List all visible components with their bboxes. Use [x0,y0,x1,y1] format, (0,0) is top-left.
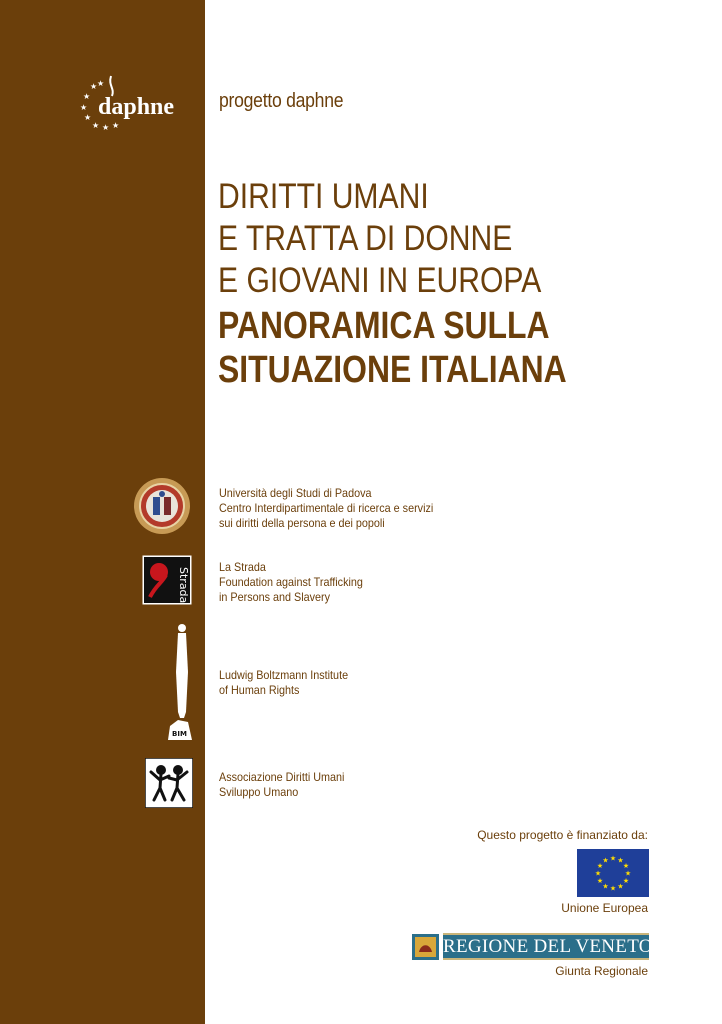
partner-la-strada [219,560,363,605]
partner-line: Sviluppo Umano [219,785,299,799]
partner-line: sui diritti della persona e dei popoli [219,516,385,530]
partner-line: in Persons and Slavery [219,590,331,604]
svg-text:★: ★ [102,123,110,132]
eu-star-icon: ★ [617,882,624,891]
subtitle-line: SITUAZIONE ITALIANA [218,349,567,391]
eu-star-icon: ★ [624,869,632,878]
svg-text:★: ★ [92,121,100,130]
regione-veneto-banner: REGIONE DEL VENETO [443,933,649,960]
partner-line: Università degli Studi di Padova [219,486,372,500]
title-line: E TRATTA DI DONNE [218,219,513,258]
title-block [218,176,698,392]
eu-star-icon: ★ [602,856,609,865]
funding-intro: Questo progetto è finanziato da: [477,828,648,842]
title-line: DIRITTI UMANI [218,177,429,216]
partner-padova [219,486,433,531]
title-line: E GIOVANI IN EUROPA [218,261,542,300]
partner-line: Associazione Diritti Umani [219,770,345,784]
svg-text:★: ★ [90,82,98,91]
region-label: Giunta Regionale [555,964,648,978]
eu-flag-icon [577,849,649,897]
eu-label: Unione Europea [561,901,648,915]
university-seal-logo [133,477,191,535]
partner-diritti-umani [219,770,344,800]
svg-text:★: ★ [84,113,92,122]
partner-line: La Strada [219,560,266,574]
la-strada-logo [142,555,192,605]
project-name: progetto daphne [219,90,344,112]
la-strada-logo-text: Strada [177,567,190,604]
svg-text:★: ★ [83,92,91,101]
partner-boltzmann [219,668,348,698]
svg-text:★: ★ [112,121,120,130]
veneto-crest-icon [412,934,439,960]
eu-star-icon: ★ [602,882,609,891]
partner-line: Centro Interdipartimentale di ricerca e servizi [219,501,434,515]
daphne-wordmark: daphne [98,94,175,120]
svg-text:★: ★ [97,79,105,88]
eu-star-icon: ★ [596,877,604,885]
daphne-logo [80,72,196,132]
dancing-figures-logo [145,758,193,808]
eu-star-icon: ★ [622,862,630,870]
eu-star-icon: ★ [622,877,630,885]
boltzmann-figure-logo [164,622,194,740]
eu-star-icon: ★ [594,869,602,878]
subtitle-line: PANORAMICA SULLA [218,305,550,347]
partner-line: Foundation against Trafficking [219,575,363,589]
eu-star-icon: ★ [617,856,624,865]
eu-star-icon: ★ [609,854,617,863]
svg-text:★: ★ [80,103,88,112]
partner-line: Ludwig Boltzmann Institute [219,668,349,682]
partner-line: of Human Rights [219,683,300,697]
eu-star-icon: ★ [609,884,617,893]
bim-logo-text: BIM [172,730,187,738]
eu-star-icon: ★ [596,862,604,870]
